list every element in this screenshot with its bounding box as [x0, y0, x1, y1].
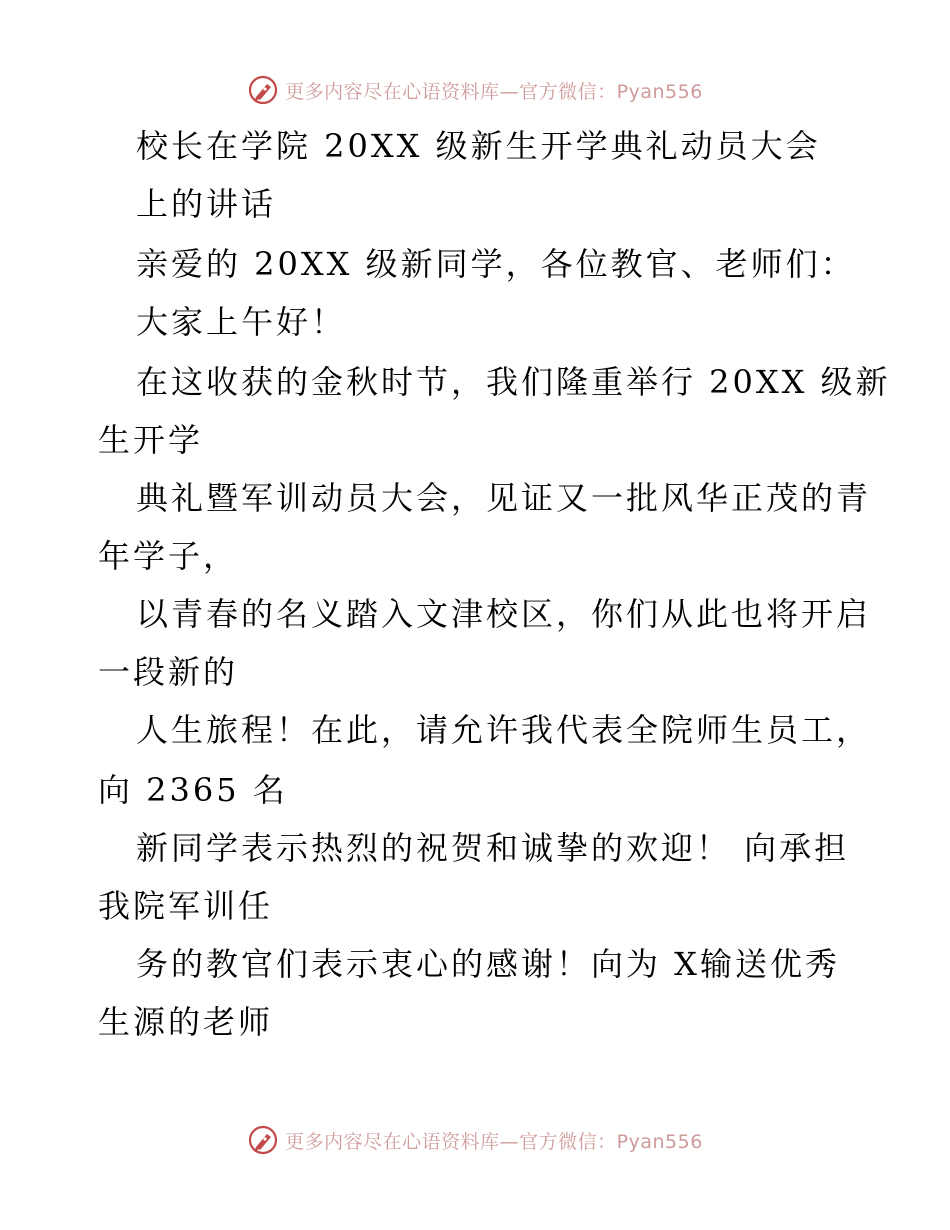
paragraph-line: 生开学 [98, 421, 204, 459]
paragraph-line: 典礼暨军训动员大会，见证又一批风华正茂的青 [136, 479, 872, 517]
paragraph-line: 生源的老师 [98, 1003, 274, 1041]
header-banner-text: 更多内容尽在心语资料库—官方微信：Pyan556 [285, 80, 703, 103]
salutation-line: 亲爱的 20XX 级新同学，各位教官、老师们： [136, 245, 856, 283]
paragraph-line: 年学子， [98, 537, 239, 575]
paragraph-line: 我院军训任 [98, 887, 274, 925]
footer-banner [0, 1122, 950, 1158]
greeting-line: 大家上午好！ [136, 303, 347, 341]
paragraph-line: 向 2365 名 [98, 771, 288, 809]
footer-banner-text: 更多内容尽在心语资料库—官方微信：Pyan556 [285, 1130, 703, 1153]
paragraph-line: 以青春的名义踏入文津校区，你们从此也将开启 [136, 595, 872, 633]
paragraph-line: 一段新的 [98, 653, 239, 691]
paragraph-line: 在这收获的金秋时节，我们隆重举行 20XX 级新 [136, 363, 891, 401]
title-line-1: 校长在学院 20XX 级新生开学典礼动员大会 [136, 127, 821, 165]
title-line-2: 上的讲话 [136, 185, 277, 223]
paragraph-line: 新同学表示热烈的祝贺和诚挚的欢迎！ 向承担 [136, 829, 850, 867]
pen-nib-icon [247, 1124, 279, 1156]
paragraph-line: 务的教官们表示衷心的感谢！向为 X输送优秀 [136, 945, 840, 983]
paragraph-line: 人生旅程！在此，请允许我代表全院师生员工， [136, 711, 872, 749]
